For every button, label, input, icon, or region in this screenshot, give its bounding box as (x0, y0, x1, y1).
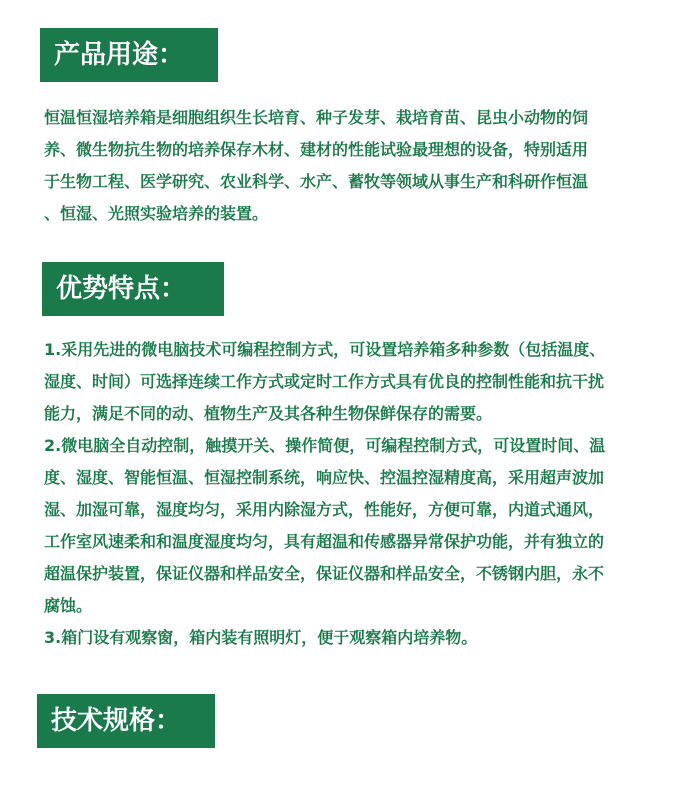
text-line: 湿度、时间）可选择连续工作方式或定时工作方式具有优良的控制性能和抗干扰 (44, 372, 605, 391)
heading-advantages: 优势特点： (42, 262, 224, 316)
text-line: 于生物工程、医学研究、农业科学、水产、蓄牧等领域从事生产和科研作恒温 (44, 172, 589, 191)
product-usage-text (44, 102, 692, 230)
advantages-text (44, 334, 692, 654)
heading-technical-specs: 技术规格： (37, 694, 215, 748)
text-line: 、恒湿、光照实验培养的装置。 (44, 204, 269, 223)
text-line: 腐蚀。 (44, 596, 93, 615)
text-line: 养、微生物抗生物的培养保存木材、建材的性能试验最理想的设备，特别适用 (44, 140, 589, 159)
text-line: 超温保护装置，保证仪器和样品安全，保证仪器和样品安全，不锈钢内胆，永不 (44, 564, 605, 583)
text-line: 恒温恒湿培养箱是细胞组织生长培育、种子发芽、栽培育苗、昆虫小动物的饲 (44, 108, 589, 127)
text-line: 湿、加湿可靠，湿度均匀，采用内除湿方式，性能好，方便可靠，内道式通风， (44, 500, 605, 519)
text-line: 工作室风速柔和和温度湿度均匀，具有超温和传感器异常保护功能，并有独立的 (44, 532, 605, 551)
text-line: 1.采用先进的微电脑技术可编程控制方式，可设置培养箱多种参数（包括温度、 (44, 340, 606, 359)
text-line: 能力，满足不同的动、植物生产及其各种生物保鲜保存的需要。 (44, 404, 493, 423)
text-line: 度、湿度、智能恒温、恒湿控制系统，响应快、控温控湿精度高，采用超声波加 (44, 468, 605, 487)
text-line: 2.微电脑全自动控制，触摸开关、操作简便，可编程控制方式，可设置时间、温 (44, 436, 606, 455)
heading-product-usage: 产品用途： (40, 28, 218, 82)
text-line: 3.箱门设有观察窗，箱内装有照明灯，便于观察箱内培养物。 (44, 628, 478, 647)
